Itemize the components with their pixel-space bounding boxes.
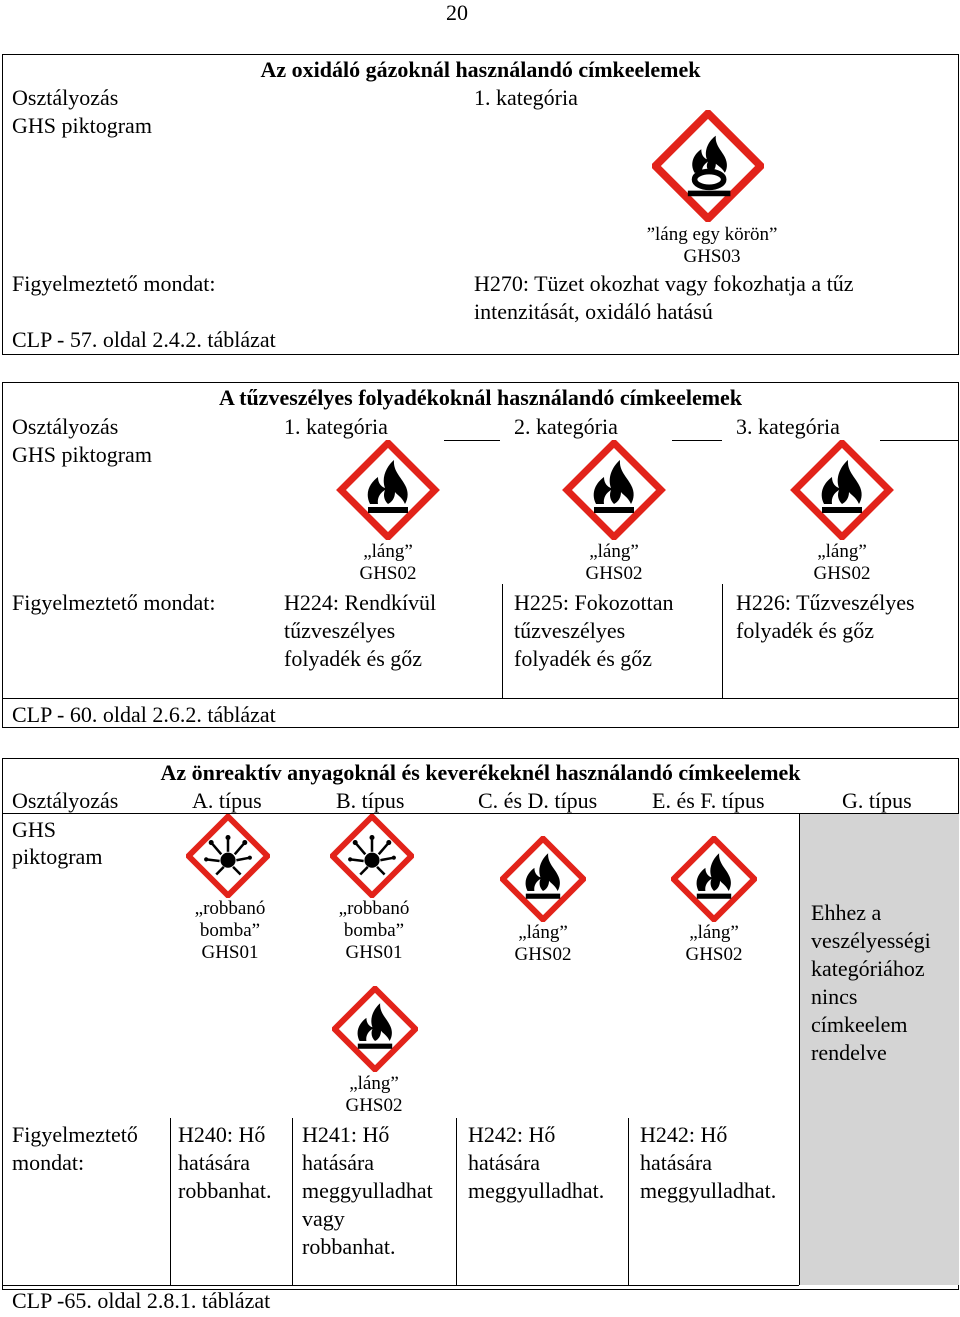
header-underline: [672, 440, 722, 441]
flame-icon: [562, 440, 666, 540]
not-applicable-note: Ehhez a: [811, 900, 882, 925]
row-label-warning: Figyelmeztető: [12, 1122, 138, 1147]
flame-icon: [790, 440, 894, 540]
not-applicable-note: rendelve: [811, 1040, 887, 1065]
pictogram-code: GHS01: [201, 942, 259, 963]
hazard-statement: H240: Hő: [178, 1122, 266, 1147]
pictogram-name: „láng”: [349, 1073, 399, 1094]
flame-over-circle-icon: [652, 110, 764, 222]
flame-icon: [336, 440, 440, 540]
hazard-statement: H224: Rendkívül: [284, 590, 437, 615]
pictogram-code: GHS03: [683, 246, 741, 267]
pictogram-name: „robbanó: [194, 898, 266, 919]
oxidizing-gases-title: Az oxidáló gázoknál használandó címkeelemek: [260, 57, 701, 82]
pictogram-code: GHS02: [359, 563, 417, 584]
hazard-statement: meggyulladhat.: [468, 1178, 605, 1203]
pictogram-name: „láng”: [817, 541, 867, 562]
flame-icon: [500, 836, 586, 922]
column-separator: [292, 1118, 293, 1286]
hazard-statement: tűzveszélyes: [514, 618, 626, 643]
pictogram-name: bomba”: [199, 920, 261, 941]
row-label-classification: Osztályozás: [12, 85, 119, 110]
pictogram-name: „láng”: [589, 541, 639, 562]
hazard-statement: robbanhat.: [178, 1178, 272, 1203]
category-label: 3. kategória: [736, 414, 840, 439]
column-separator: [502, 584, 503, 698]
not-applicable-note: veszélyességi: [811, 928, 931, 953]
hazard-statement: H270: Tüzet okozhat vagy fokozhatja a tűz: [474, 271, 854, 296]
hazard-statement: meggyulladhat: [302, 1178, 433, 1203]
pictogram-name: ”láng egy körön”: [646, 224, 778, 245]
not-applicable-note: nincs: [811, 984, 858, 1009]
pictogram-name: „láng”: [363, 541, 413, 562]
table-reference: CLP -65. oldal 2.8.1. táblázat: [12, 1288, 271, 1313]
row-separator: [2, 1285, 799, 1286]
pictogram-code: GHS02: [514, 944, 572, 965]
hazard-statement: H226: Tűzveszélyes: [736, 590, 915, 615]
category-label: 2. kategória: [514, 414, 618, 439]
category-label: 1. kategória: [474, 85, 578, 110]
page-number: 20: [446, 0, 468, 25]
row-label-pictogram: GHS: [12, 817, 57, 842]
hazard-statement: hatására: [640, 1150, 713, 1175]
hazard-statement: H242: Hő: [468, 1122, 556, 1147]
pictogram-code: GHS02: [813, 563, 871, 584]
row-label-warning: Figyelmeztető mondat:: [12, 590, 216, 615]
row-label-warning: Figyelmeztető mondat:: [12, 271, 216, 296]
row-label-pictogram: GHS piktogram: [12, 442, 152, 467]
category-label: 1. kategória: [284, 414, 388, 439]
hazard-statement: robbanhat.: [302, 1234, 396, 1259]
table-reference: CLP - 57. oldal 2.4.2. táblázat: [12, 327, 276, 352]
row-label-pictogram: piktogram: [12, 844, 103, 869]
hazard-statement: folyadék és gőz: [514, 646, 653, 671]
hazard-statement: H225: Fokozottan: [514, 590, 674, 615]
pictogram-code: GHS02: [685, 944, 743, 965]
pictogram-name: „robbanó: [338, 898, 410, 919]
row-label-warning: mondat:: [12, 1150, 85, 1175]
hazard-statement: hatására: [302, 1150, 375, 1175]
hazard-statement: vagy: [302, 1206, 345, 1231]
column-separator: [722, 584, 723, 698]
hazard-statement: meggyulladhat.: [640, 1178, 777, 1203]
self-reactive-title: Az önreaktív anyagoknál és keverékeknél használandó címkeelemek: [160, 760, 801, 785]
not-applicable-note: kategóriához: [811, 956, 925, 981]
hazard-statement: H241: Hő: [302, 1122, 390, 1147]
header-underline: [444, 440, 500, 441]
type-label: C. és D. típus: [478, 788, 598, 813]
row-separator: [2, 698, 959, 699]
type-label: A. típus: [192, 788, 262, 813]
hazard-statement: folyadék és gőz: [736, 618, 875, 643]
hazard-statement: intenzitását, oxidáló hatású: [474, 299, 713, 324]
exploding-bomb-icon: [330, 814, 414, 898]
pictogram-code: GHS01: [345, 942, 403, 963]
flammable-liquids-title: A tűzveszélyes folyadékoknál használandó címkeelemek: [218, 385, 743, 410]
column-separator: [628, 1118, 629, 1286]
type-label: G. típus: [842, 788, 912, 813]
type-label: B. típus: [336, 788, 405, 813]
not-applicable-note: címkeelem: [811, 1012, 908, 1037]
column-separator: [456, 1118, 457, 1286]
pictogram-name: „láng”: [518, 922, 568, 943]
pictogram-name: bomba”: [343, 920, 405, 941]
table-reference: CLP - 60. oldal 2.6.2. táblázat: [12, 702, 276, 727]
hazard-statement: H242: Hő: [640, 1122, 728, 1147]
hazard-statement: tűzveszélyes: [284, 618, 396, 643]
flame-icon: [671, 836, 757, 922]
flame-icon: [332, 986, 418, 1072]
row-label-pictogram: GHS piktogram: [12, 113, 152, 138]
exploding-bomb-icon: [186, 814, 270, 898]
pictogram-name: „láng”: [689, 922, 739, 943]
type-label: E. és F. típus: [652, 788, 765, 813]
row-label-classification: Osztályozás: [12, 414, 119, 439]
row-label-classification: Osztályozás: [12, 788, 119, 813]
hazard-statement: hatására: [468, 1150, 541, 1175]
pictogram-code: GHS02: [585, 563, 643, 584]
hazard-statement: folyadék és gőz: [284, 646, 423, 671]
pictogram-code: GHS02: [345, 1095, 403, 1116]
hazard-statement: hatására: [178, 1150, 251, 1175]
column-separator: [170, 1118, 171, 1286]
